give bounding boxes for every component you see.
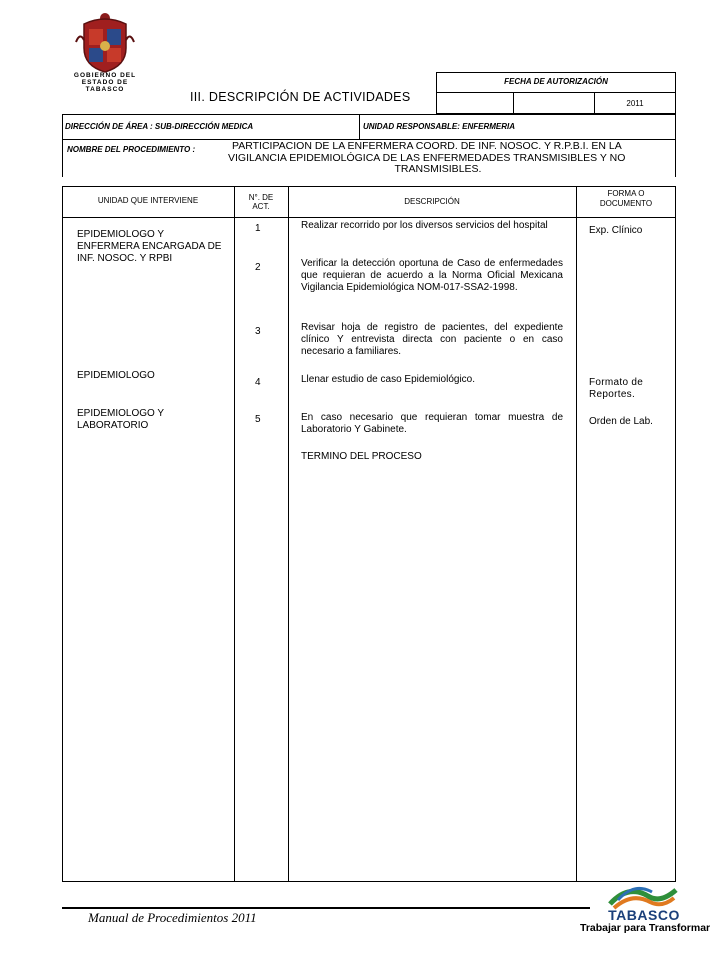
activity-description: TERMINO DEL PROCESO: [301, 451, 422, 462]
tabasco-logo: [580, 882, 710, 942]
unit-entry: EPIDEMIOLOGO Y ENFERMERA ENCARGADA DE INF. NOSOC. Y RPBI: [77, 229, 222, 264]
column-header-document-line-1: FORMA O: [607, 189, 645, 198]
authorization-label: FECHA DE AUTORIZACIÓN: [504, 77, 608, 86]
column-header-unit: UNIDAD QUE INTERVIENE: [97, 196, 199, 205]
manual-title: Manual de Procedimientos 2011: [88, 910, 257, 925]
tabasco-logo-word: TABASCO: [608, 907, 680, 923]
column-header-number-line-1: N°. DE: [248, 193, 274, 202]
activity-description: En caso necesario que requieran tomar muestra de Laboratorio Y Gabinete.: [301, 412, 563, 435]
activity-number: 5: [255, 414, 261, 425]
page-title: III. DESCRIPCIÓN DE ACTIVIDADES: [190, 90, 411, 104]
unit-entry: EPIDEMIOLOGO Y LABORATORIO: [77, 408, 164, 431]
document-entry: Orden de Lab.: [589, 416, 653, 427]
activity-number: 4: [255, 377, 261, 388]
activity-number: 2: [255, 262, 261, 273]
area-label: DIRECCIÓN DE ÁREA : SUB-DIRECCIÓN MEDICA: [65, 122, 254, 131]
document-entry: Exp. Clínico: [589, 225, 643, 236]
footer-rule: [62, 907, 590, 909]
procedure-line-3: TRANSMISIBLES.: [394, 163, 482, 175]
activity-number: 1: [255, 223, 261, 234]
procedure-line-2: VIGILANCIA EPIDEMIOLÓGICA DE LAS ENFERMEDADES TRANSMISIBLES Y NO: [228, 151, 626, 164]
column-header-number-line-2: ACT.: [252, 202, 270, 211]
column-header-description: DESCRIPCIÓN: [404, 197, 460, 206]
activity-description: Revisar hoja de registro de pacientes, del expediente clínico Y entrevista directa con paciente o en caso necesario a familiares.: [301, 322, 563, 357]
activity-number: 3: [255, 326, 261, 337]
unit-entry: EPIDEMIOLOGO: [77, 370, 155, 381]
column-header-number: [234, 193, 288, 211]
activity-description: Realizar recorrido por los diversos servicios del hospital: [301, 220, 548, 231]
tabasco-logo-slogan: Trabajar para Transformar: [580, 922, 711, 934]
procedure-name: [228, 141, 648, 176]
authorization-year: 2011: [626, 99, 644, 108]
document-entry: Formato de Reportes.: [589, 377, 644, 400]
emblem-line-1: GOBIERNO DEL: [73, 72, 137, 79]
activity-description: Llenar estudio de caso Epidemiológico.: [301, 374, 475, 385]
column-header-document-line-2: DOCUMENTO: [599, 199, 653, 208]
emblem-line-2: ESTADO DE: [81, 79, 129, 86]
responsible-unit-label: UNIDAD RESPONSABLE: ENFERMERIA: [363, 122, 516, 131]
activity-description: Verificar la detección oportuna de Caso de enfermedades que requieran de acuerdo a la Norma Oficial Mexicana Vigilancia Epidemiológica NOM-017-SSA2-1998.: [301, 258, 563, 293]
procedure-line-1: PARTICIPACION DE LA ENFERMERA COORD. DE INF. NOSOC. Y R.P.B.I. EN LA: [232, 140, 622, 152]
column-header-document: [576, 189, 676, 209]
emblem-line-3: TABASCO: [85, 86, 125, 93]
procedure-label: NOMBRE DEL PROCEDIMIENTO :: [67, 145, 196, 154]
